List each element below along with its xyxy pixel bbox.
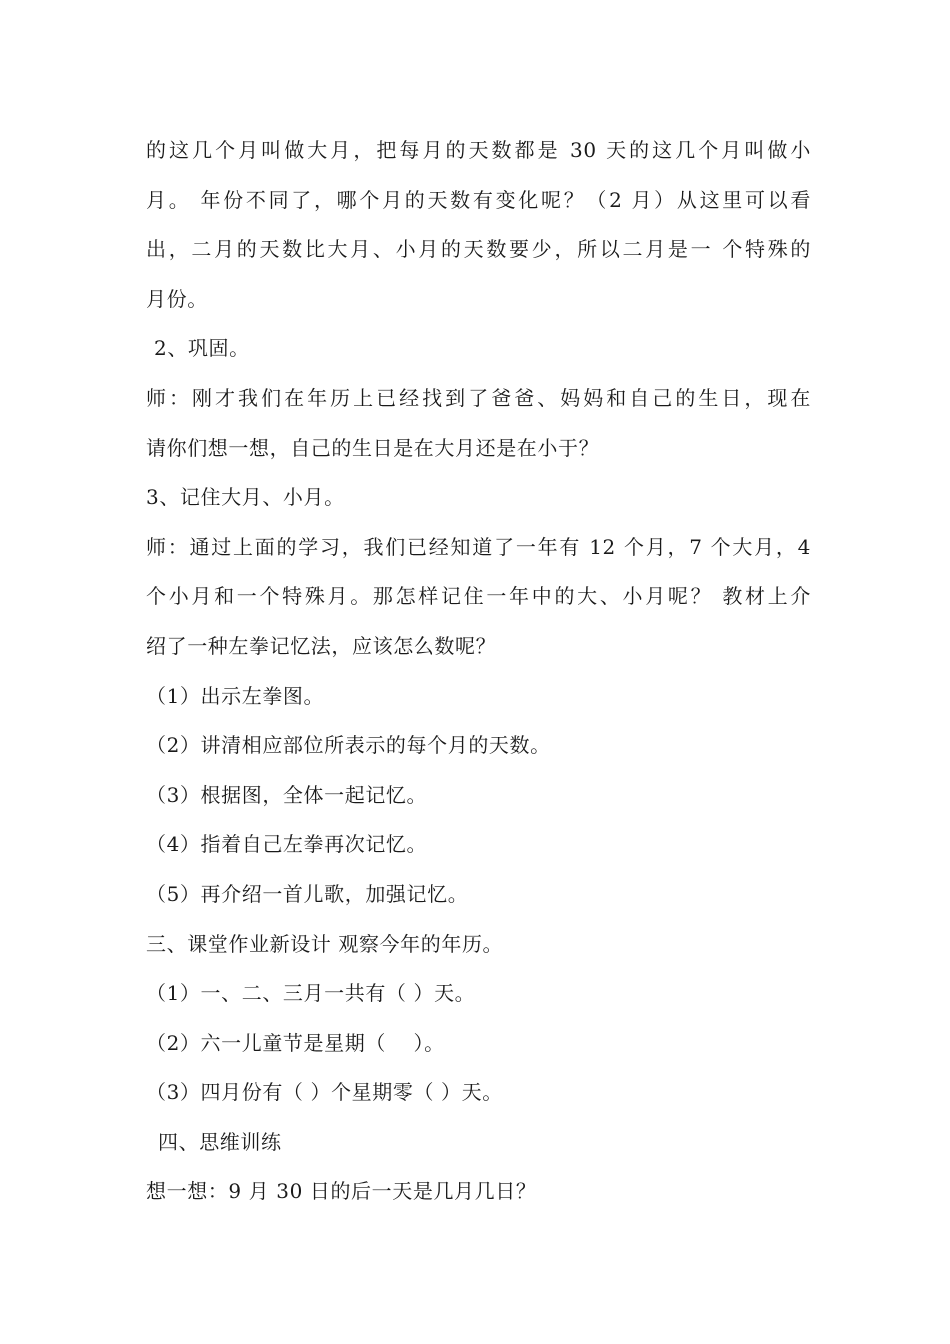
text-line: 月份。 — [146, 286, 208, 311]
list-item: （5）再介绍一首儿歌，加强记忆。 — [146, 881, 469, 906]
document-body — [146, 126, 811, 1217]
text-line: 师：刚才我们在年历上已经找到了爸爸、妈妈和自己的生日，现在 — [146, 385, 811, 410]
text-line: 的这几个月叫做大月，把每月的天数都是 30 天的这几个月叫做小 — [146, 138, 811, 162]
list-item: （2）讲清相应部位所表示的每个月的天数。 — [146, 733, 551, 758]
text-line: 绍了一种左拳记忆法，应该怎么数呢？ — [146, 633, 497, 658]
list-item: （1）出示左拳图。 — [146, 683, 325, 708]
text-line: 请你们想一想，自己的生日是在大月还是在小于？ — [146, 435, 600, 460]
section-heading: 三、课堂作业新设计 观察今年的年历。 — [146, 931, 504, 956]
list-item: （1）一、二、三月一共有（ ）天。 — [146, 981, 476, 1006]
text-line: 想一想：9 月 30 日的后一天是几月几日？ — [146, 1179, 537, 1204]
section-heading: 3、记住大月、小月。 — [146, 485, 345, 510]
section-heading: 四、思维训练 — [158, 1129, 282, 1154]
section-heading: 2、巩固。 — [154, 336, 250, 361]
list-item: （2）六一儿童节是星期（ ）。 — [146, 1030, 445, 1055]
list-item: （3）四月份有（ ）个星期零（ ）天。 — [146, 1080, 503, 1105]
text-line: 月。 年份不同了，哪个月的天数有变化呢？（2 月）从这里可以看 — [146, 187, 811, 212]
text-line: 个小月和一个特殊月。那怎样记住一年中的大、小月呢？ 教材上介 — [146, 584, 811, 609]
text-line: 师：通过上面的学习，我们已经知道了一年有 12 个月，7 个大月，4 — [146, 534, 811, 559]
list-item: （4）指着自己左拳再次记忆。 — [146, 832, 428, 857]
text-line: 出，二月的天数比大月、小月的天数要少，所以二月是一 个特殊的 — [146, 237, 811, 262]
list-item: （3）根据图，全体一起记忆。 — [146, 782, 428, 807]
